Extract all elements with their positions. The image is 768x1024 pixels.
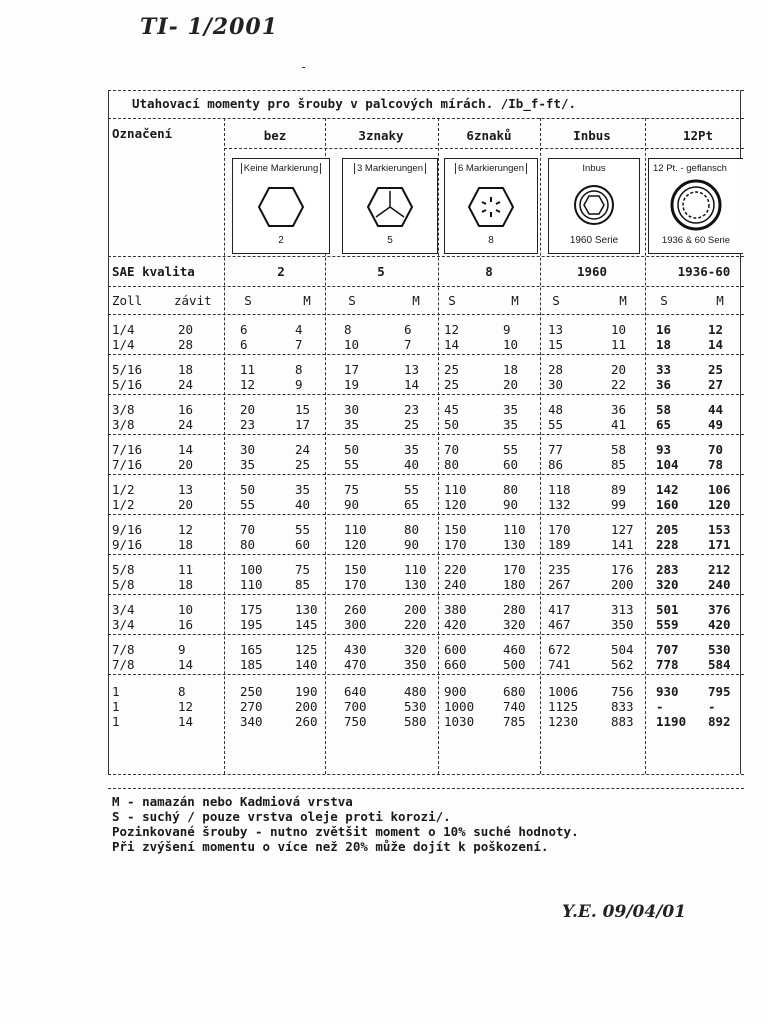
cell-s-value: 660	[444, 657, 467, 672]
cell-m-value: 40	[295, 497, 311, 512]
cell-s-value: 220	[444, 562, 467, 577]
cell-zoll: 1	[112, 714, 120, 729]
cell-m-value: 376	[708, 602, 731, 617]
cell-s-value: 1125	[548, 699, 579, 714]
cell-m-value: 280	[503, 602, 526, 617]
cell-zavit: 28	[178, 337, 194, 352]
cell-s-value: 110	[240, 577, 263, 592]
cell-s-value: 380	[444, 602, 467, 617]
cell-m-value: 110	[503, 522, 526, 537]
cell-s-value: 110	[444, 482, 467, 497]
cell-m-value: 20	[503, 377, 519, 392]
cell-s-value: 340	[240, 714, 263, 729]
cell-s-value: 240	[444, 577, 467, 592]
cell-m-value: 6	[404, 322, 412, 337]
cell-m-value: 15	[295, 402, 311, 417]
cell-s-value: 1000	[444, 699, 475, 714]
cell-s-value: 6	[240, 337, 248, 352]
cell-s-value: 142	[656, 482, 679, 497]
cell-m-value: 70	[708, 442, 724, 457]
cell-s-value: 58	[656, 402, 672, 417]
cell-s-value: -	[656, 699, 664, 714]
cell-s-value: 205	[656, 522, 679, 537]
cell-s-value: 8	[344, 322, 352, 337]
cell-s-value: 1190	[656, 714, 687, 729]
cell-m-value: 27	[708, 377, 724, 392]
cell-zoll: 1/2	[112, 482, 135, 497]
cell-s-value: 17	[344, 362, 360, 377]
cell-m-value: 11	[611, 337, 627, 352]
cell-s-value: 417	[548, 602, 571, 617]
footnote-zinc: Pozinkované šrouby - nutno zvětšit moment o 10% suché hodnoty.	[112, 824, 579, 839]
cell-m-value: 12	[708, 322, 724, 337]
cell-m-value: 89	[611, 482, 627, 497]
cell-s-value: 70	[444, 442, 460, 457]
cell-s-value: 50	[444, 417, 460, 432]
cell-s-value: 35	[344, 417, 360, 432]
cell-m-value: 130	[295, 602, 318, 617]
group-name-3znaky: 3znaky	[358, 128, 404, 143]
cell-m-value: 212	[708, 562, 731, 577]
cell-s-value: 189	[548, 537, 571, 552]
cell-m-value: 20	[611, 362, 627, 377]
cell-m-value: 90	[404, 537, 420, 552]
cell-m-value: 78	[708, 457, 724, 472]
cell-m-value: 55	[404, 482, 420, 497]
cell-s-value: 700	[344, 699, 367, 714]
cell-zavit: 20	[178, 322, 194, 337]
cell-zavit: 9	[178, 642, 186, 657]
cell-zavit: 16	[178, 617, 194, 632]
cell-s-value: 430	[344, 642, 367, 657]
cell-zavit: 14	[178, 442, 194, 457]
cell-m-value: 680	[503, 684, 526, 699]
cell-s-value: 15	[548, 337, 564, 352]
marking-box-6-marks: 6 Markierungen 8	[444, 158, 538, 254]
sae-grade-inbus: 1960	[576, 264, 608, 279]
cell-zoll: 1/2	[112, 497, 135, 512]
cell-m-value: 833	[611, 699, 634, 714]
cell-zavit: 18	[178, 537, 194, 552]
cell-s-value: 33	[656, 362, 672, 377]
cell-m-value: 504	[611, 642, 634, 657]
cell-zoll: 3/4	[112, 617, 135, 632]
col-header-m: M	[716, 293, 724, 308]
cell-s-value: 320	[656, 577, 679, 592]
cell-m-value: 125	[295, 642, 318, 657]
cell-zoll: 9/16	[112, 537, 143, 552]
cell-m-value: 260	[295, 714, 318, 729]
cell-s-value: 30	[548, 377, 564, 392]
cell-s-value: 20	[240, 402, 256, 417]
footnote-s: S - suchý / pouze vrstva oleje proti korozi/.	[112, 809, 451, 824]
cell-s-value: 930	[656, 684, 679, 699]
cell-m-value: 580	[404, 714, 427, 729]
cell-zoll: 5/16	[112, 362, 143, 377]
cell-zoll: 9/16	[112, 522, 143, 537]
table-title: Utahovací momenty pro šrouby v palcových mírách. /Ib_f-ft/.	[132, 96, 577, 111]
cell-m-value: 14	[404, 377, 420, 392]
cell-m-value: 200	[295, 699, 318, 714]
label-zoll: Zoll	[112, 293, 143, 308]
cell-s-value: 741	[548, 657, 571, 672]
cell-m-value: 200	[611, 577, 634, 592]
cell-s-value: 1006	[548, 684, 579, 699]
cell-s-value: 300	[344, 617, 367, 632]
hexagon-3-marks-icon	[366, 185, 414, 229]
cell-m-value: 9	[503, 322, 511, 337]
col-header-s: S	[448, 293, 456, 308]
cell-s-value: 28	[548, 362, 564, 377]
cell-zoll: 7/16	[112, 442, 143, 457]
cell-s-value: 260	[344, 602, 367, 617]
cell-s-value: 13	[548, 322, 564, 337]
footnotes	[112, 794, 579, 854]
cell-m-value: 120	[708, 497, 731, 512]
col-header-s: S	[660, 293, 668, 308]
cell-m-value: 145	[295, 617, 318, 632]
cell-m-value: 240	[708, 577, 731, 592]
cell-zavit: 12	[178, 522, 194, 537]
cell-s-value: 750	[344, 714, 367, 729]
cell-s-value: 70	[240, 522, 256, 537]
cell-s-value: 30	[240, 442, 256, 457]
cell-s-value: 19	[344, 377, 360, 392]
cell-m-value: 22	[611, 377, 627, 392]
cell-m-value: 584	[708, 657, 731, 672]
document-code: TI- 1/2001	[140, 14, 279, 40]
cell-zavit: 13	[178, 482, 194, 497]
cell-m-value: 562	[611, 657, 634, 672]
label-oznaceni: Označení	[112, 126, 173, 141]
socket-head-icon	[570, 183, 618, 227]
cell-s-value: 120	[344, 537, 367, 552]
cell-s-value: 45	[444, 402, 460, 417]
cell-zoll: 1	[112, 699, 120, 714]
cell-s-value: 50	[240, 482, 256, 497]
cell-m-value: 25	[295, 457, 311, 472]
cell-m-value: 420	[708, 617, 731, 632]
cell-zoll: 3/8	[112, 417, 135, 432]
cell-m-value: 49	[708, 417, 724, 432]
cell-s-value: 235	[548, 562, 571, 577]
cell-m-value: 17	[295, 417, 311, 432]
col-header-m: M	[619, 293, 627, 308]
cell-m-value: 140	[295, 657, 318, 672]
label-sae-kvalita: SAE kvalita	[112, 264, 195, 279]
torque-table-sheet	[108, 88, 744, 778]
cell-m-value: 180	[503, 577, 526, 592]
cell-m-value: 55	[295, 522, 311, 537]
cell-s-value: 118	[548, 482, 571, 497]
cell-m-value: 90	[503, 497, 519, 512]
cell-s-value: 1230	[548, 714, 579, 729]
group-name-6znaku: 6znaků	[466, 128, 512, 143]
cell-s-value: 75	[344, 482, 360, 497]
cell-s-value: 50	[344, 442, 360, 457]
cell-s-value: 110	[344, 522, 367, 537]
hexagon-plain-icon	[257, 185, 305, 229]
col-header-m: M	[412, 293, 420, 308]
cell-m-value: 110	[404, 562, 427, 577]
twelve-point-flange-icon	[668, 179, 724, 231]
cell-zavit: 12	[178, 699, 194, 714]
cell-s-value: 104	[656, 457, 679, 472]
cell-m-value: 313	[611, 602, 634, 617]
cell-m-value: 530	[708, 642, 731, 657]
cell-m-value: 99	[611, 497, 627, 512]
cell-m-value: 35	[503, 402, 519, 417]
cell-s-value: 100	[240, 562, 263, 577]
cell-m-value: 176	[611, 562, 634, 577]
col-header-s: S	[348, 293, 356, 308]
cell-s-value: 36	[656, 377, 672, 392]
cell-m-value: 460	[503, 642, 526, 657]
cell-zavit: 24	[178, 377, 194, 392]
footnote-m: M - namazán nebo Kadmiová vrstva	[112, 794, 353, 809]
cell-s-value: 150	[344, 562, 367, 577]
cell-s-value: 23	[240, 417, 256, 432]
cell-s-value: 120	[444, 497, 467, 512]
col-header-m: M	[511, 293, 519, 308]
cell-s-value: 35	[240, 457, 256, 472]
cell-m-value: 785	[503, 714, 526, 729]
footnote-warning: Při zvýšení momentu o více než 20% může dojít k poškození.	[112, 839, 549, 854]
cell-s-value: 600	[444, 642, 467, 657]
cell-m-value: 170	[503, 562, 526, 577]
cell-m-value: 130	[404, 577, 427, 592]
cell-s-value: 11	[240, 362, 256, 377]
speck-marks: -	[300, 60, 308, 74]
cell-m-value: 320	[404, 642, 427, 657]
cell-m-value: 130	[503, 537, 526, 552]
frame-left-line	[108, 90, 109, 774]
cell-s-value: 14	[444, 337, 460, 352]
cell-m-value: 25	[404, 417, 420, 432]
cell-zoll: 3/8	[112, 402, 135, 417]
cell-s-value: 195	[240, 617, 263, 632]
cell-s-value: 900	[444, 684, 467, 699]
cell-s-value: 228	[656, 537, 679, 552]
cell-s-value: 470	[344, 657, 367, 672]
sae-grade-3znaky: 5	[377, 264, 385, 279]
cell-m-value: -	[708, 699, 716, 714]
cell-m-value: 60	[295, 537, 311, 552]
cell-zavit: 20	[178, 457, 194, 472]
cell-s-value: 170	[444, 537, 467, 552]
cell-zavit: 16	[178, 402, 194, 417]
cell-s-value: 6	[240, 322, 248, 337]
cell-m-value: 58	[611, 442, 627, 457]
cell-m-value: 141	[611, 537, 634, 552]
cell-s-value: 80	[444, 457, 460, 472]
signature-date: Y.E. 09/04/01	[562, 902, 687, 922]
cell-m-value: 13	[404, 362, 420, 377]
sae-grade-6znaku: 8	[485, 264, 493, 279]
cell-s-value: 170	[548, 522, 571, 537]
cell-zoll: 3/4	[112, 602, 135, 617]
cell-s-value: 160	[656, 497, 679, 512]
cell-s-value: 170	[344, 577, 367, 592]
group-name-bez: bez	[263, 128, 287, 143]
cell-zavit: 8	[178, 684, 186, 699]
cell-m-value: 75	[295, 562, 311, 577]
cell-s-value: 80	[240, 537, 256, 552]
cell-m-value: 80	[503, 482, 519, 497]
cell-zoll: 1/4	[112, 337, 135, 352]
cell-s-value: 55	[240, 497, 256, 512]
cell-m-value: 171	[708, 537, 731, 552]
cell-s-value: 707	[656, 642, 679, 657]
cell-m-value: 25	[708, 362, 724, 377]
cell-m-value: 55	[503, 442, 519, 457]
cell-zavit: 11	[178, 562, 194, 577]
cell-m-value: 883	[611, 714, 634, 729]
cell-s-value: 48	[548, 402, 564, 417]
col-header-s: S	[244, 293, 252, 308]
cell-s-value: 175	[240, 602, 263, 617]
cell-s-value: 10	[344, 337, 360, 352]
cell-s-value: 25	[444, 362, 460, 377]
cell-m-value: 220	[404, 617, 427, 632]
cell-m-value: 190	[295, 684, 318, 699]
cell-s-value: 267	[548, 577, 571, 592]
cell-m-value: 320	[503, 617, 526, 632]
cell-s-value: 77	[548, 442, 564, 457]
col-header-m: M	[303, 293, 311, 308]
cell-m-value: 44	[708, 402, 724, 417]
cell-m-value: 41	[611, 417, 627, 432]
label-zavit: závit	[174, 293, 212, 308]
cell-zoll: 7/16	[112, 457, 143, 472]
cell-s-value: 420	[444, 617, 467, 632]
marking-box-inbus: Inbus 1960 Serie	[548, 158, 640, 254]
cell-m-value: 9	[295, 377, 303, 392]
cell-s-value: 165	[240, 642, 263, 657]
cell-s-value: 132	[548, 497, 571, 512]
cell-s-value: 30	[344, 402, 360, 417]
cell-m-value: 36	[611, 402, 627, 417]
cell-zoll: 5/8	[112, 577, 135, 592]
col-header-s: S	[552, 293, 560, 308]
cell-zoll: 7/8	[112, 657, 135, 672]
cell-m-value: 7	[295, 337, 303, 352]
hexagon-6-marks-icon	[467, 185, 515, 229]
group-name-12pt: 12Pt	[682, 128, 714, 143]
cell-zoll: 5/8	[112, 562, 135, 577]
cell-m-value: 40	[404, 457, 420, 472]
cell-zoll: 5/16	[112, 377, 143, 392]
cell-s-value: 250	[240, 684, 263, 699]
sae-grade-bez: 2	[277, 264, 285, 279]
cell-m-value: 23	[404, 402, 420, 417]
cell-s-value: 270	[240, 699, 263, 714]
cell-s-value: 559	[656, 617, 679, 632]
cell-m-value: 10	[611, 322, 627, 337]
cell-zavit: 18	[178, 577, 194, 592]
cell-m-value: 350	[404, 657, 427, 672]
cell-m-value: 60	[503, 457, 519, 472]
cell-m-value: 18	[503, 362, 519, 377]
cell-zoll: 1	[112, 684, 120, 699]
cell-m-value: 7	[404, 337, 412, 352]
cell-m-value: 200	[404, 602, 427, 617]
cell-zavit: 18	[178, 362, 194, 377]
cell-zavit: 20	[178, 497, 194, 512]
cell-s-value: 283	[656, 562, 679, 577]
cell-m-value: 480	[404, 684, 427, 699]
marking-box-plain: Keine Markierung 2	[232, 158, 330, 254]
cell-m-value: 106	[708, 482, 731, 497]
cell-m-value: 8	[295, 362, 303, 377]
cell-s-value: 25	[444, 377, 460, 392]
cell-m-value: 14	[708, 337, 724, 352]
cell-s-value: 55	[548, 417, 564, 432]
cell-m-value: 35	[503, 417, 519, 432]
cell-s-value: 672	[548, 642, 571, 657]
cell-s-value: 501	[656, 602, 679, 617]
cell-zoll: 7/8	[112, 642, 135, 657]
group-name-inbus: Inbus	[573, 128, 611, 143]
cell-m-value: 756	[611, 684, 634, 699]
cell-m-value: 530	[404, 699, 427, 714]
cell-s-value: 467	[548, 617, 571, 632]
cell-m-value: 35	[404, 442, 420, 457]
cell-s-value: 12	[444, 322, 460, 337]
cell-s-value: 185	[240, 657, 263, 672]
cell-m-value: 65	[404, 497, 420, 512]
sae-grade-12pt: 1936-60	[677, 264, 731, 279]
cell-m-value: 127	[611, 522, 634, 537]
cell-zoll: 1/4	[112, 322, 135, 337]
cell-m-value: 24	[295, 442, 311, 457]
marking-box-12pt: 12 Pt. - geflansch 1936 & 60 Serie	[648, 158, 743, 254]
cell-m-value: 892	[708, 714, 731, 729]
cell-s-value: 55	[344, 457, 360, 472]
cell-m-value: 35	[295, 482, 311, 497]
cell-m-value: 153	[708, 522, 731, 537]
cell-zavit: 10	[178, 602, 194, 617]
cell-m-value: 500	[503, 657, 526, 672]
cell-m-value: 350	[611, 617, 634, 632]
cell-m-value: 740	[503, 699, 526, 714]
cell-zavit: 14	[178, 714, 194, 729]
cell-m-value: 795	[708, 684, 731, 699]
cell-s-value: 18	[656, 337, 672, 352]
cell-zavit: 24	[178, 417, 194, 432]
cell-s-value: 150	[444, 522, 467, 537]
cell-m-value: 4	[295, 322, 303, 337]
marking-box-3-marks: 3 Markierungen 5	[342, 158, 438, 254]
cell-s-value: 86	[548, 457, 564, 472]
cell-s-value: 778	[656, 657, 679, 672]
cell-m-value: 85	[295, 577, 311, 592]
cell-s-value: 16	[656, 322, 672, 337]
cell-s-value: 640	[344, 684, 367, 699]
cell-s-value: 93	[656, 442, 672, 457]
cell-m-value: 80	[404, 522, 420, 537]
cell-m-value: 85	[611, 457, 627, 472]
cell-s-value: 1030	[444, 714, 475, 729]
cell-s-value: 12	[240, 377, 256, 392]
cell-m-value: 10	[503, 337, 519, 352]
cell-zavit: 14	[178, 657, 194, 672]
cell-s-value: 90	[344, 497, 360, 512]
cell-s-value: 65	[656, 417, 672, 432]
